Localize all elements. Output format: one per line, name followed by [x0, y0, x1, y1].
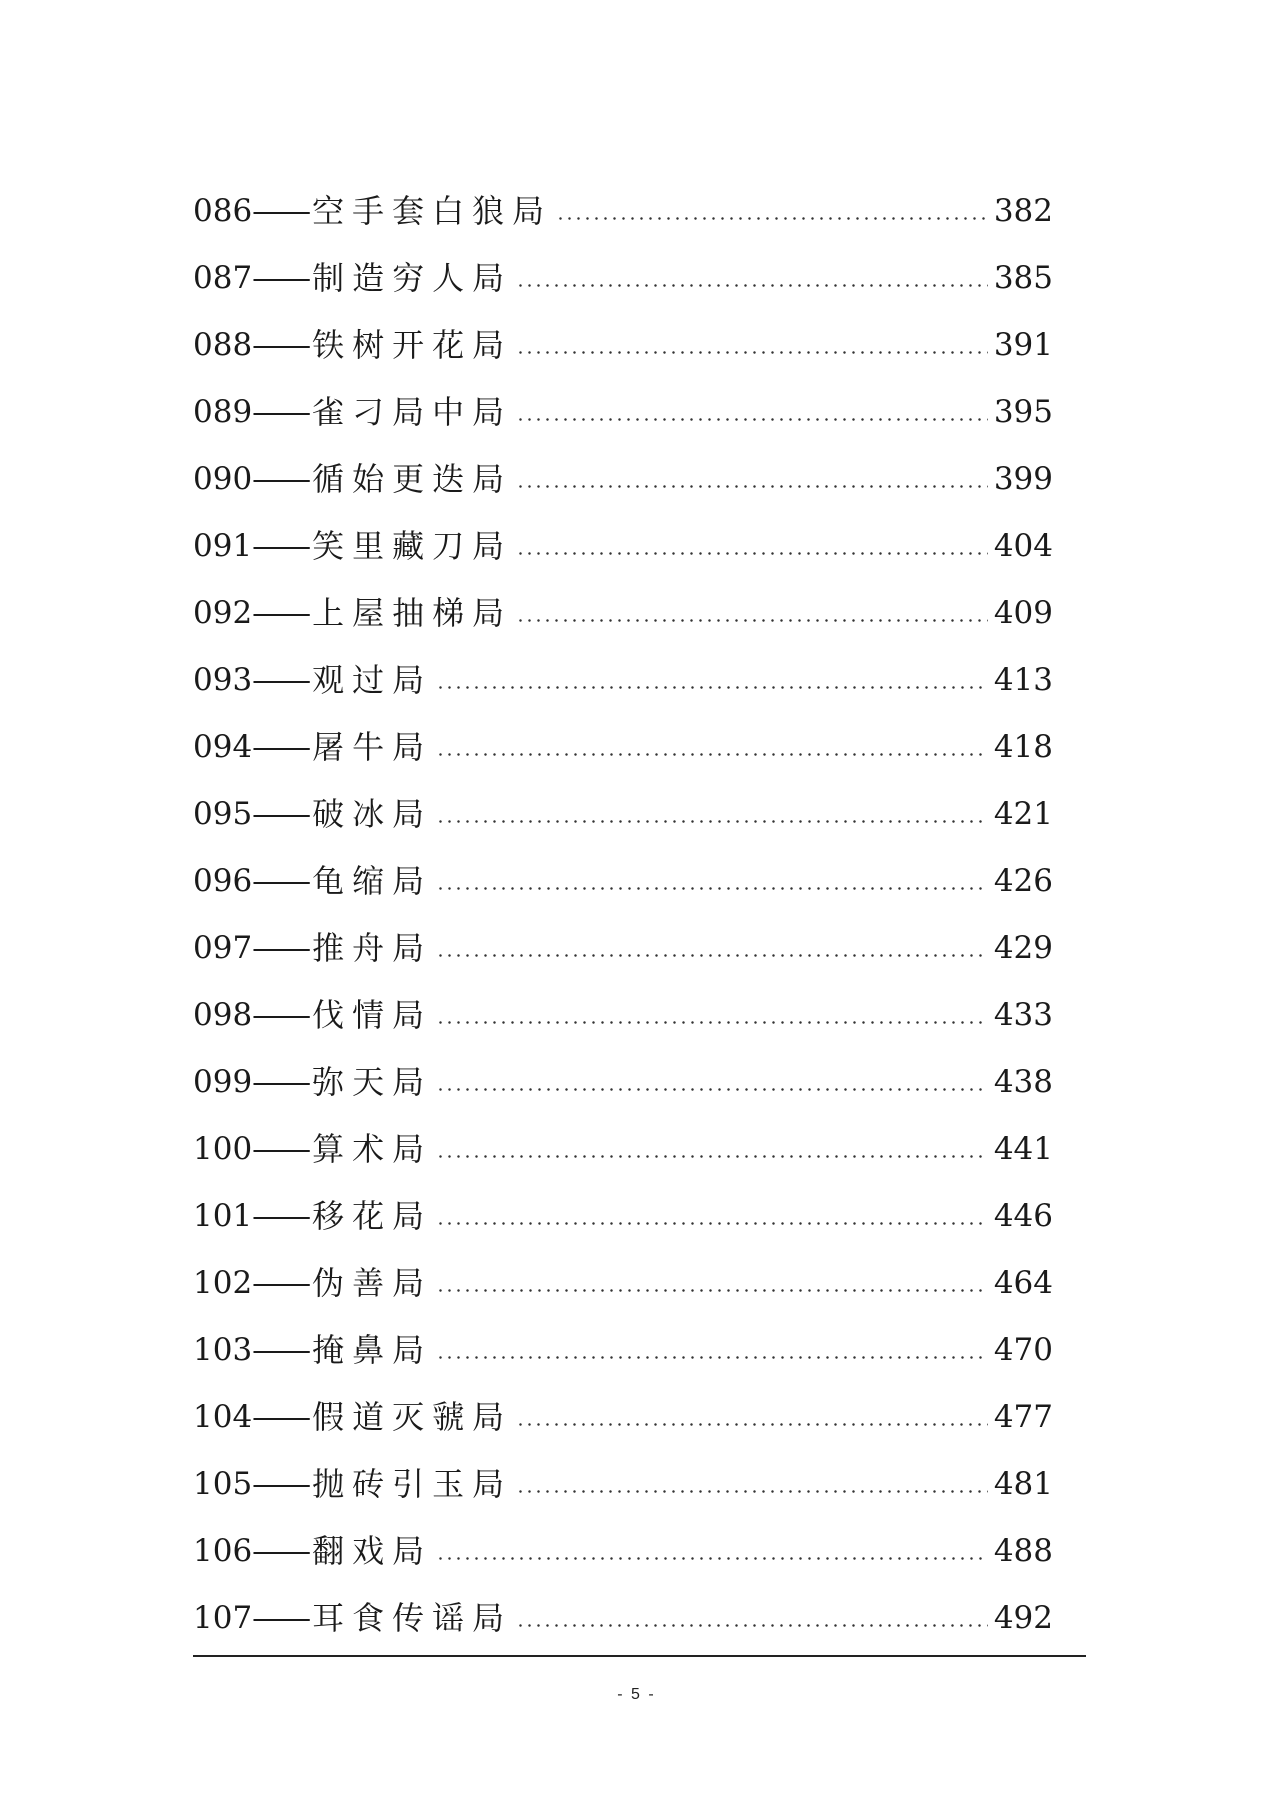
toc-entry-separator: —— — [252, 394, 309, 430]
toc-entry-page: 438 — [993, 1064, 1053, 1100]
toc-entry-page: 395 — [993, 394, 1053, 430]
toc-entry-separator: —— — [252, 997, 309, 1033]
toc-entry-number: 090 — [193, 461, 253, 497]
dot-leader — [516, 284, 988, 287]
toc-entry[interactable] — [193, 1100, 1053, 1167]
toc-entry-number: 104 — [193, 1399, 253, 1435]
toc-entry-title: 算术局 — [312, 1130, 433, 1168]
toc-entry[interactable] — [193, 1569, 1053, 1636]
toc-entry[interactable] — [193, 1502, 1053, 1569]
toc-entry[interactable] — [193, 698, 1053, 765]
dot-leader — [516, 1624, 988, 1627]
toc-entry-title: 伪善局 — [312, 1264, 433, 1302]
toc-entry-number: 098 — [193, 997, 253, 1033]
dot-leader — [516, 552, 988, 555]
dot-leader — [436, 887, 988, 890]
toc-entry-number: 096 — [193, 863, 253, 899]
toc-entry-separator: —— — [252, 327, 309, 363]
toc-entry-number: 088 — [193, 327, 253, 363]
toc-entry-title: 假道灭虢局 — [312, 1398, 513, 1436]
toc-entry-title: 空手套白狼局 — [312, 192, 553, 230]
page-number: - 5 - — [617, 1686, 656, 1703]
toc-entry-page: 391 — [993, 327, 1053, 363]
toc-entry[interactable] — [193, 229, 1053, 296]
toc-entry-page: 477 — [993, 1399, 1053, 1435]
toc-entry-title: 制造穷人局 — [312, 259, 513, 297]
toc-entry-separator: —— — [252, 1332, 309, 1368]
toc-entry[interactable] — [193, 430, 1053, 497]
dot-leader — [436, 1557, 988, 1560]
toc-entry-number: 093 — [193, 662, 253, 698]
toc-entry-number: 092 — [193, 595, 253, 631]
toc-entry[interactable] — [193, 765, 1053, 832]
toc-entry[interactable] — [193, 1234, 1053, 1301]
toc-entry-page: 492 — [993, 1600, 1053, 1636]
toc-entry-separator: —— — [252, 729, 309, 765]
toc-entry-separator: —— — [252, 193, 309, 229]
toc-entry-separator: —— — [252, 1600, 309, 1636]
toc-entry-page: 426 — [993, 863, 1053, 899]
toc-entry-number: 089 — [193, 394, 253, 430]
toc-entry-separator: —— — [252, 930, 309, 966]
dot-leader — [516, 619, 988, 622]
dot-leader — [436, 1289, 988, 1292]
toc-entry-title: 上屋抽梯局 — [312, 594, 513, 632]
toc-entry-separator: —— — [252, 1131, 309, 1167]
toc-entry-title: 屠牛局 — [312, 728, 433, 766]
toc-entry-page: 481 — [993, 1466, 1053, 1502]
toc-entry-number: 107 — [193, 1600, 253, 1636]
toc-entry-page: 464 — [993, 1265, 1053, 1301]
dot-leader — [436, 1356, 988, 1359]
dot-leader — [436, 686, 988, 689]
dot-leader — [516, 1490, 988, 1493]
dot-leader — [436, 1088, 988, 1091]
toc-entry[interactable] — [193, 899, 1053, 966]
toc-entry[interactable] — [193, 1033, 1053, 1100]
dot-leader — [436, 1222, 988, 1225]
toc-entry-separator: —— — [252, 796, 309, 832]
dot-leader — [516, 418, 988, 421]
toc-entry[interactable] — [193, 363, 1053, 430]
table-of-contents — [193, 162, 1053, 1636]
toc-entry-separator: —— — [252, 863, 309, 899]
toc-entry-number: 105 — [193, 1466, 253, 1502]
toc-entry-number: 101 — [193, 1198, 253, 1234]
toc-entry-separator: —— — [252, 1466, 309, 1502]
toc-entry-page: 433 — [993, 997, 1053, 1033]
toc-entry-title: 破冰局 — [312, 795, 433, 833]
toc-entry-title: 翻戏局 — [312, 1532, 433, 1570]
toc-entry-number: 087 — [193, 260, 253, 296]
toc-entry-page: 382 — [993, 193, 1053, 229]
toc-entry[interactable] — [193, 564, 1053, 631]
toc-entry-number: 106 — [193, 1533, 253, 1569]
toc-entry[interactable] — [193, 296, 1053, 363]
toc-entry-page: 441 — [993, 1131, 1053, 1167]
toc-entry[interactable] — [193, 1167, 1053, 1234]
toc-entry-title: 龟缩局 — [312, 862, 433, 900]
toc-entry-page: 409 — [993, 595, 1053, 631]
toc-entry-number: 086 — [193, 193, 253, 229]
dot-leader — [436, 753, 988, 756]
toc-entry-separator: —— — [252, 1533, 309, 1569]
toc-entry[interactable] — [193, 497, 1053, 564]
toc-entry-page: 385 — [993, 260, 1053, 296]
toc-entry-number: 091 — [193, 528, 253, 564]
toc-entry-number: 103 — [193, 1332, 253, 1368]
toc-entry[interactable] — [193, 162, 1053, 229]
toc-entry-separator: —— — [252, 1064, 309, 1100]
dot-leader — [556, 217, 988, 220]
toc-entry-title: 弥天局 — [312, 1063, 433, 1101]
dot-leader — [516, 1423, 988, 1426]
toc-entry-page: 488 — [993, 1533, 1053, 1569]
dot-leader — [516, 351, 988, 354]
toc-entry-separator: —— — [252, 528, 309, 564]
toc-entry-number: 099 — [193, 1064, 253, 1100]
toc-entry-page: 404 — [993, 528, 1053, 564]
toc-entry-title: 推舟局 — [312, 929, 433, 967]
dot-leader — [436, 820, 988, 823]
toc-entry-separator: —— — [252, 1399, 309, 1435]
toc-entry-number: 095 — [193, 796, 253, 832]
toc-entry-page: 429 — [993, 930, 1053, 966]
toc-entry-title: 铁树开花局 — [312, 326, 513, 364]
toc-entry-title: 耳食传谣局 — [312, 1599, 513, 1637]
toc-entry-page: 446 — [993, 1198, 1053, 1234]
toc-entry-separator: —— — [252, 1265, 309, 1301]
toc-entry-page: 470 — [993, 1332, 1053, 1368]
toc-entry-page: 418 — [993, 729, 1053, 765]
toc-entry-separator: —— — [252, 662, 309, 698]
dot-leader — [436, 1021, 988, 1024]
toc-entry-title: 雀刁局中局 — [312, 393, 513, 431]
toc-entry-title: 抛砖引玉局 — [312, 1465, 513, 1503]
toc-entry[interactable] — [193, 832, 1053, 899]
toc-entry-title: 观过局 — [312, 661, 433, 699]
toc-entry-page: 421 — [993, 796, 1053, 832]
toc-entry-title: 伐情局 — [312, 996, 433, 1034]
toc-entry-title: 循始更迭局 — [312, 460, 513, 498]
toc-entry-separator: —— — [252, 595, 309, 631]
toc-entry-number: 094 — [193, 729, 253, 765]
toc-entry-number: 102 — [193, 1265, 253, 1301]
footer-divider — [193, 1655, 1086, 1657]
toc-entry-title: 掩鼻局 — [312, 1331, 433, 1369]
toc-entry-separator: —— — [252, 1198, 309, 1234]
dot-leader — [516, 485, 988, 488]
toc-entry-separator: —— — [252, 260, 309, 296]
toc-entry[interactable] — [193, 1368, 1053, 1435]
toc-entry-page: 399 — [993, 461, 1053, 497]
toc-entry-title: 移花局 — [312, 1197, 433, 1235]
dot-leader — [436, 1155, 988, 1158]
toc-entry[interactable] — [193, 1435, 1053, 1502]
toc-entry[interactable] — [193, 1301, 1053, 1368]
dot-leader — [436, 954, 988, 957]
toc-entry-page: 413 — [993, 662, 1053, 698]
toc-entry-separator: —— — [252, 461, 309, 497]
toc-entry[interactable] — [193, 966, 1053, 1033]
toc-entry[interactable] — [193, 631, 1053, 698]
toc-entry-title: 笑里藏刀局 — [312, 527, 513, 565]
toc-entry-number: 100 — [193, 1131, 253, 1167]
toc-entry-number: 097 — [193, 930, 253, 966]
